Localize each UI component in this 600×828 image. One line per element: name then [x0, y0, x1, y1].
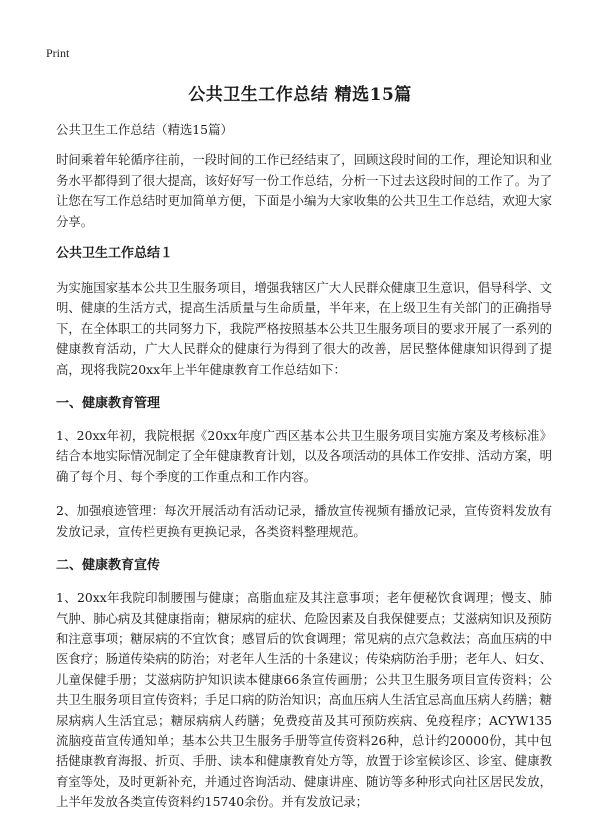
- document-title: 公共卫生工作总结 精选15篇: [188, 85, 412, 105]
- paragraph-item-1-1: 1、20xx年初，我院根据《20xx年度广西区基本公共卫生服务项目实施方案及考核标准》结合本地实际情况制定了全年健康教育计划，以及各项活动的具体工作安排、活动方案，明确了每个月、每个季度的工作重点和工作内容。: [56, 428, 552, 484]
- heading-health-education-publicity: 二、健康教育宣传: [56, 558, 161, 574]
- intro-paragraph: 时间乘着年轮循序往前，一段时间的工作已经结束了，回顾这段时间的工作，理论知识和业务水平都得到了很大提高，该好好写一份工作总结，分析一下过去这段时间的工作了。为了让您在写工作总结时更加简单方便，下面是小编为大家收集的公共卫生工作总结，欢迎大家分享。: [56, 152, 552, 229]
- heading-health-education-management: 一、健康教育管理: [56, 396, 161, 412]
- document-subtitle: 公共卫生工作总结（精选15篇）: [56, 122, 233, 137]
- paragraph-item-1-2: 2、加强痕迹管理：每次开展活动有活动记录，播放宣传视频有播放记录，宣传资料发放有发放记录，宣传栏更换有更换记录，各类资料整理规范。: [56, 503, 552, 539]
- document-body: [56, 120, 552, 823]
- paragraph-item-2-1: 1、20xx年我院印制腰围与健康；高脂血症及其注意事项；老年便秘饮食调理；慢支、肺气肿、肺心病及其健康指南；糖尿病的症状、危险因素及自我保健要点；艾滋病知识及预防和注意事项；糖尿病的不宜饮食；感冒后的饮食调理；常见病的点穴急救法；高血压病的中医食疗；肠道传染病的防治；对老年人生活的十条建议；传染病防治手册；老年人、妇女、儿童保健手册；艾滋病防护知识读本健康66条宣传画册；公共卫生服务项目宣传资料；公共卫生服务项目宣传资料；手足口病的防治知识；高血压病人生活宜忌高血压病人药膳；糖尿病病人生活宜忌；糖尿病病人药膳；免费疫苗及其可预防疾病、免疫程序；ACYW135流脑疫苗宣传通知单；基本公共卫生服务手册等宣传资料26种，总计约20000份，其中包括健康教育海报、折页、手册、读本和健康教育处方等，放置于诊室候诊区、诊室、健康教育室等处，及时更新补充，并通过咨询活动、健康讲座、随访等多种形式向社区居民发放，上半年发放各类宣传资料约15740余份。并有发放记录；: [56, 590, 552, 810]
- section-title: 公共卫生工作总结１: [56, 246, 174, 262]
- print-label[interactable]: Print: [46, 46, 70, 60]
- section-intro-paragraph: 为实施国家基本公共卫生服务项目，增强我辖区广大人民群众健康卫生意识，倡导科学、文明、健康的生活方式，提高生活质量与生命质量，半年来，在上级卫生有关部门的正确指导下，在全体职工的共同努力下，我院严格按照基本公共卫生服务项目的要求开展了一系列的健康教育活动，广大人民群众的健康行为得到了很大的改善，居民整体健康知识得到了提高，现将我院20xx年上半年健康教育工作总结如下：: [56, 280, 552, 377]
